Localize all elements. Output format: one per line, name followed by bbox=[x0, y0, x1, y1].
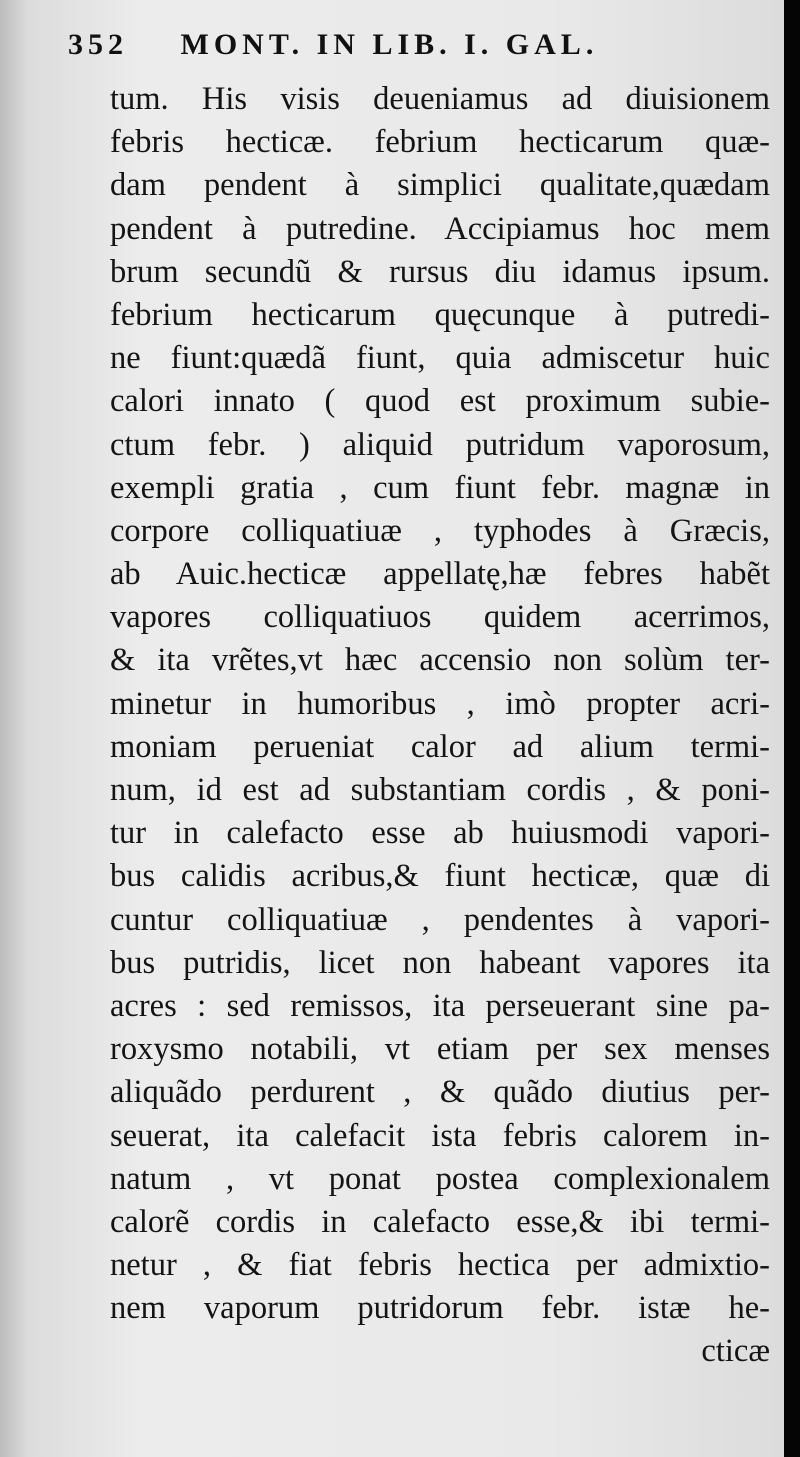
text-line: cuntur colliquatiuæ , pendentes à vapori- bbox=[110, 901, 770, 938]
catchword: cticæ bbox=[701, 1333, 770, 1370]
text-line: seuerat, ita calefacit ista febris calorem in- bbox=[110, 1117, 770, 1154]
text-line: ab Auic.hecticæ appellatę,hæ febres habẽt bbox=[110, 556, 770, 593]
text-line: roxysmo notabili, vt etiam per sex menses bbox=[110, 1031, 770, 1068]
text-line: ne fiunt:quædã fiunt, quia admiscetur huic bbox=[110, 340, 770, 377]
text-line: minetur in humoribus , imò propter acri- bbox=[110, 685, 770, 722]
text-line: calorẽ cordis in calefacto esse,& ibi termi- bbox=[110, 1203, 770, 1240]
text-line: natum , vt ponat postea complexionalem bbox=[110, 1160, 770, 1197]
text-line: tur in calefacto esse ab huiusmodi vapori- bbox=[110, 815, 770, 852]
page-edge-shadow bbox=[784, 0, 800, 1457]
text-line: acres : sed remissos, ita perseuerant sine pa- bbox=[110, 987, 770, 1024]
text-line: tum. His visis deueniamus ad diuisionem bbox=[110, 81, 770, 117]
body-text bbox=[110, 78, 770, 1374]
page-header bbox=[68, 28, 768, 62]
text-line: exempli gratia , cum fiunt febr. magnæ in bbox=[110, 469, 770, 506]
text-line: febris hecticæ. febrium hecticarum quæ- bbox=[110, 124, 770, 161]
text-line: ctum febr. ) aliquid putridum vaporosum, bbox=[110, 426, 770, 463]
running-title: MONT. IN LIB. I. GAL. bbox=[180, 28, 599, 61]
text-line: moniam perueniat calor ad alium termi- bbox=[110, 728, 770, 765]
text-line: num, id est ad substantiam cordis , & poni- bbox=[110, 772, 770, 808]
text-line: corpore colliquatiuæ , typhodes à Græcis, bbox=[110, 512, 770, 549]
text-line: pendent à putredine. Accipiamus hoc mem bbox=[110, 210, 770, 247]
text-line: aliquãdo perdurent , & quãdo diutius per- bbox=[110, 1074, 770, 1111]
text-line: brum secundũ & rursus diu idamus ipsum. bbox=[110, 253, 770, 290]
text-line: dam pendent à simplici qualitate,quædam bbox=[110, 167, 770, 204]
text-line: calori innato ( quod est proximum subie- bbox=[110, 383, 770, 420]
text-line: nem vaporum putridorum febr. istæ he- bbox=[110, 1290, 770, 1327]
text-line: bus putridis, licet non habeant vapores ita bbox=[110, 944, 770, 981]
page-number: 352 bbox=[68, 28, 128, 61]
text-line: bus calidis acribus,& fiunt hecticæ, quæ di bbox=[110, 858, 770, 895]
text-line: & ita vrẽtes,vt hæc accensio non solùm ter- bbox=[110, 642, 770, 679]
text-line: netur , & fiat febris hectica per admixtio- bbox=[110, 1247, 770, 1284]
text-line: vapores colliquatiuos quidem acerrimos, bbox=[110, 599, 770, 636]
text-line: febrium hecticarum quęcunque à putredi- bbox=[110, 296, 770, 333]
